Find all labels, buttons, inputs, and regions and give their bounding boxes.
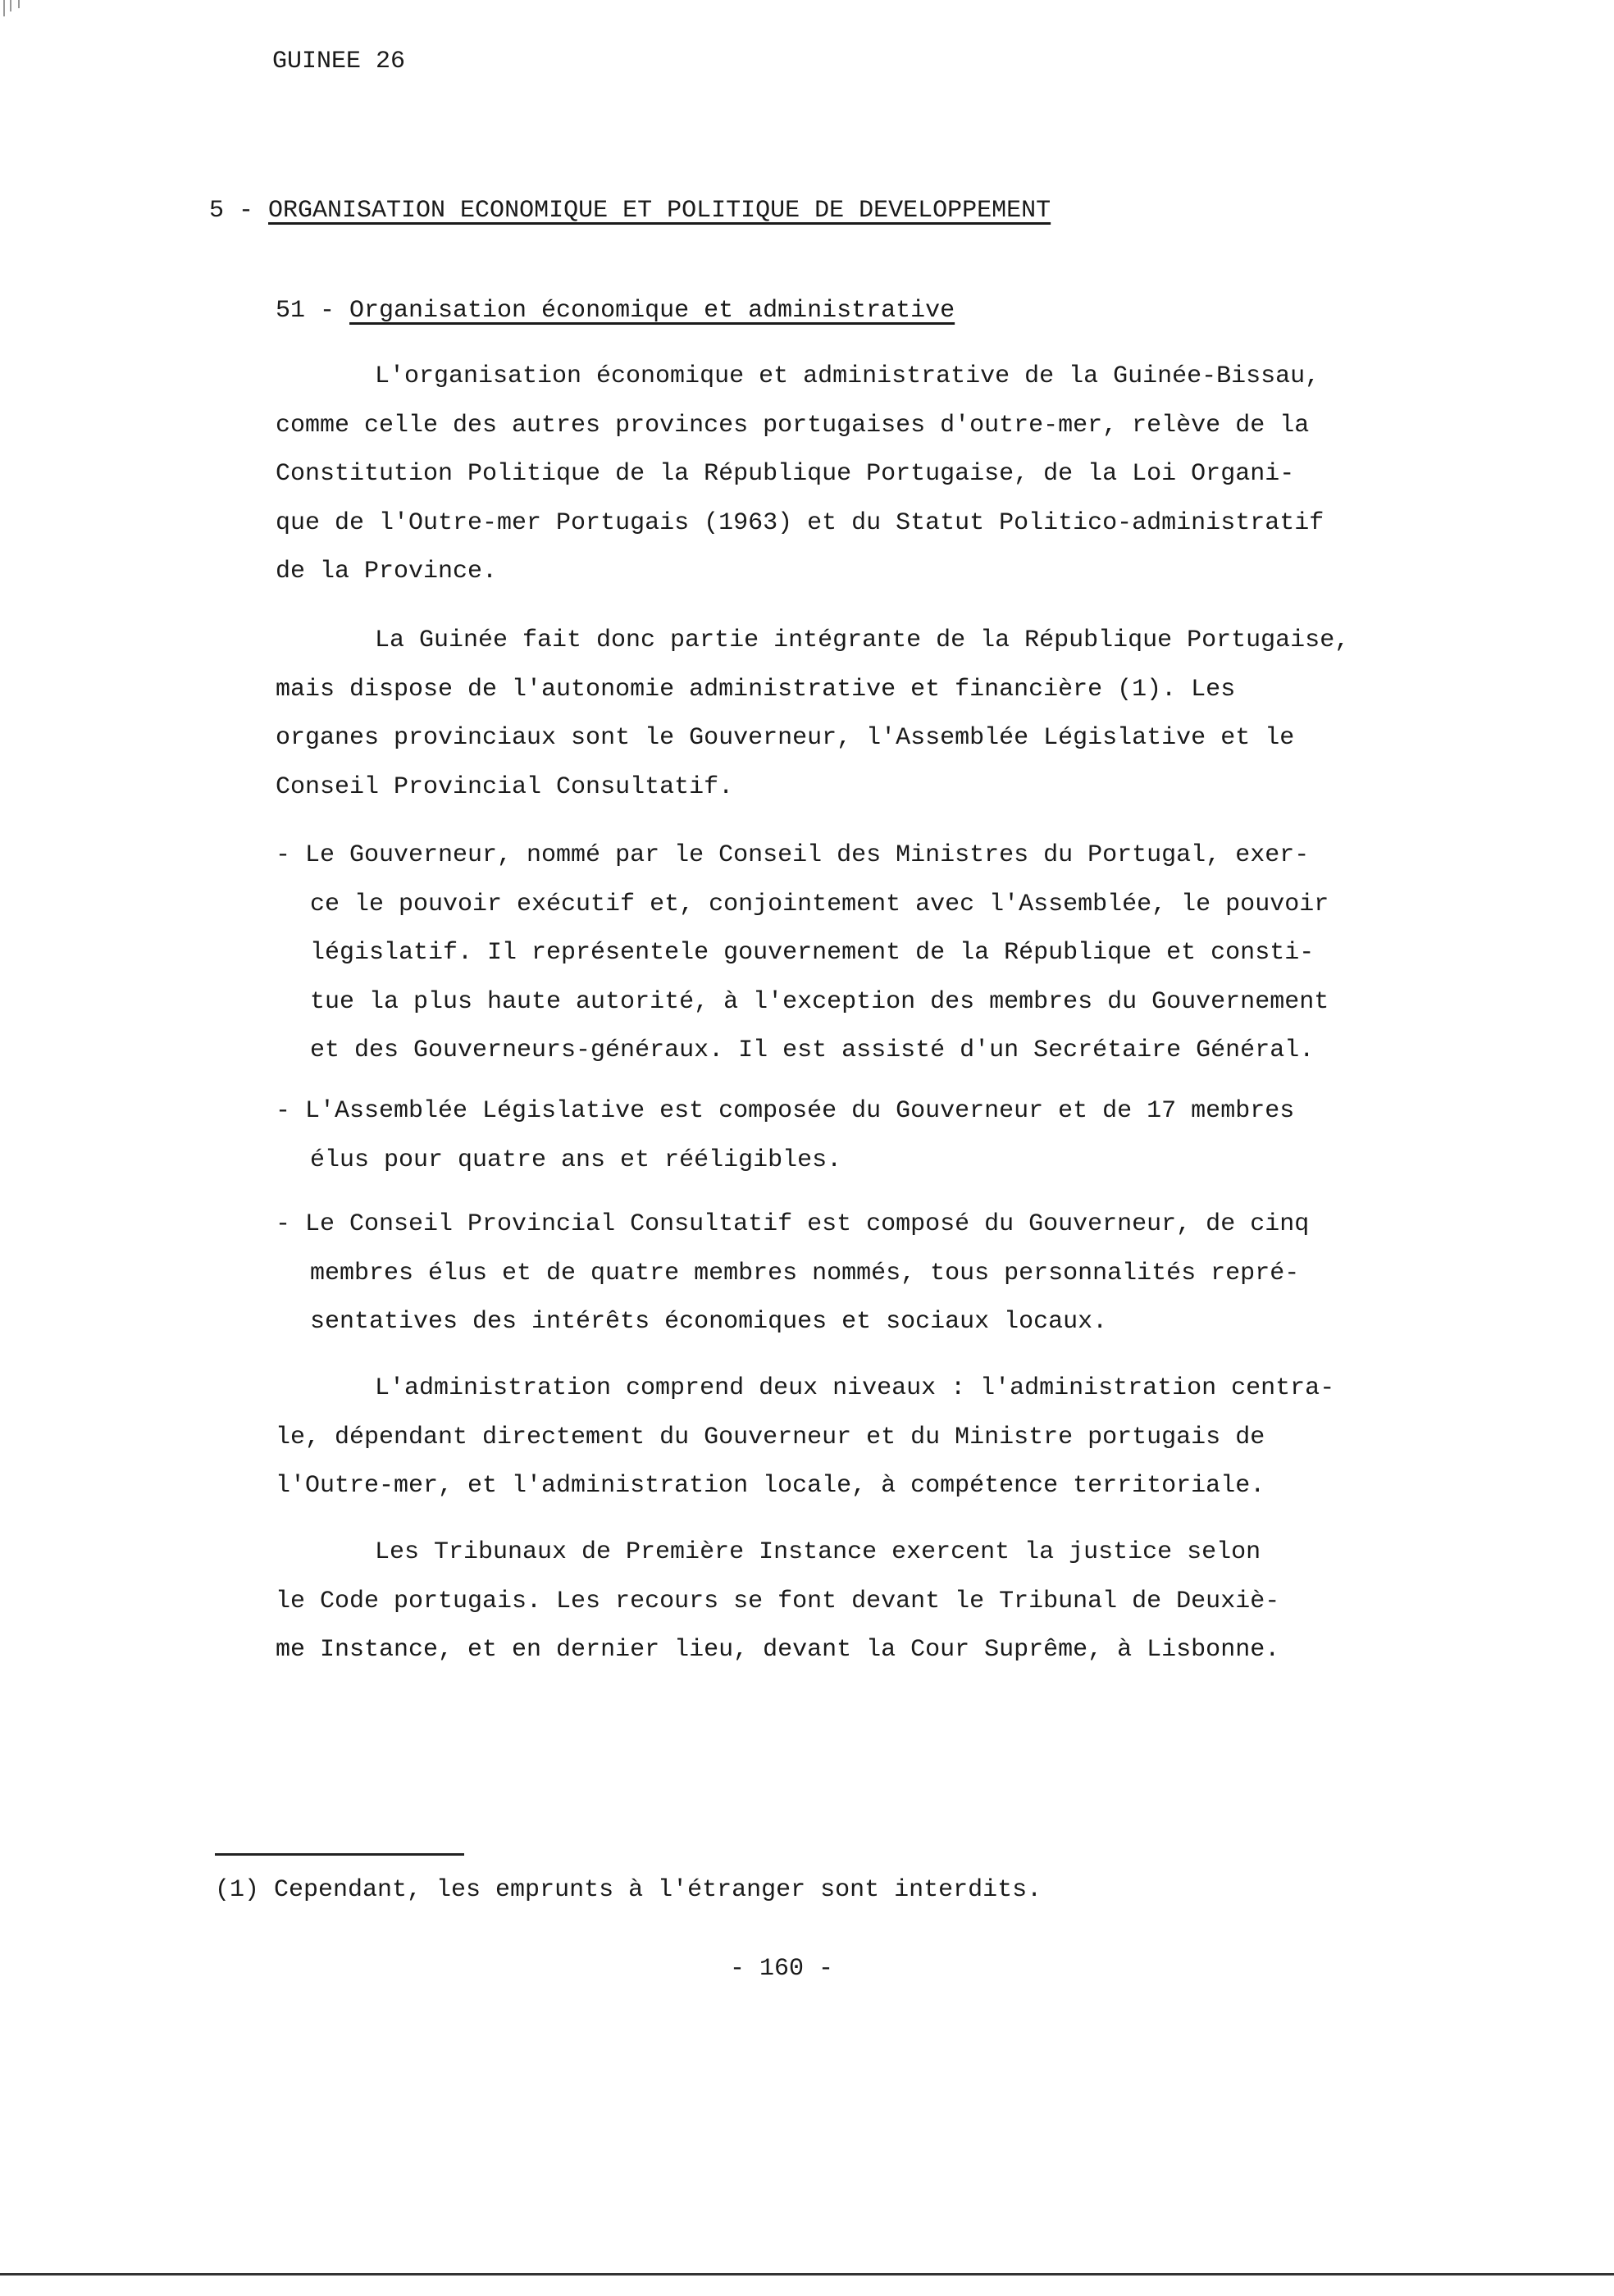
section-title: ORGANISATION ECONOMIQUE ET POLITIQUE DE DEVELOPPEMENT — [268, 197, 1051, 225]
text-line: le, dépendant directement du Gouverneur et du Ministre portugais de — [276, 1423, 1265, 1451]
subsection-number: 51 - — [276, 297, 350, 325]
paragraph-provincial-organs — [276, 617, 1473, 812]
text-line: Les Tribunaux de Première Instance exercent la justice selon — [375, 1538, 1261, 1566]
scan-mark — [10, 0, 11, 11]
bullet-gouverneur — [276, 831, 1473, 1076]
text-line: de la Province. — [276, 558, 498, 585]
scan-mark — [3, 0, 5, 16]
text-line: l'Outre-mer, et l'administration locale, à compétence territoriale. — [276, 1472, 1265, 1500]
scan-mark — [18, 0, 20, 8]
paragraph-administration — [276, 1364, 1473, 1511]
section-heading — [209, 197, 1051, 225]
text-line: membres élus et de quatre membres nommés, tous personnalités repré- — [310, 1259, 1300, 1287]
text-line: - Le Conseil Provincial Consultatif est composé du Gouverneur, de cinq — [276, 1210, 1310, 1238]
text-line: organes provinciaux sont le Gouverneur, l'Assemblée Législative et le — [276, 724, 1295, 752]
text-line: Conseil Provincial Consultatif. — [276, 772, 734, 801]
text-line: - L'Assemblée Législative est composée du Gouverneur et de 17 membres — [276, 1097, 1295, 1125]
bullet-assemblee — [276, 1087, 1473, 1185]
text-line: législatif. Il représentele gouvernement de la République et consti- — [310, 939, 1315, 967]
text-line: que de l'Outre-mer Portugais (1963) et du Statut Politico-administratif — [276, 508, 1324, 537]
page-number: - 160 - — [730, 1955, 834, 1983]
text-line: La Guinée fait donc partie intégrante de la République Portugaise, — [375, 626, 1350, 654]
footnote: (1) Cependant, les emprunts à l'étranger sont interdits. — [215, 1876, 1042, 1904]
text-line: L'administration comprend deux niveaux : l'administration centra- — [375, 1374, 1335, 1402]
text-line: L'organisation économique et administrative de la Guinée-Bissau, — [375, 362, 1320, 390]
paragraph-tribunaux — [276, 1528, 1473, 1675]
text-line: tue la plus haute autorité, à l'exception des membres du Gouvernement — [310, 987, 1329, 1016]
text-line: et des Gouverneurs-généraux. Il est assisté d'un Secrétaire Général. — [310, 1036, 1315, 1064]
text-line: ce le pouvoir exécutif et, conjointement avec l'Assemblée, le pouvoir — [310, 890, 1329, 918]
text-line: me Instance, et en dernier lieu, devant la Cour Suprême, à Lisbonne. — [276, 1636, 1280, 1664]
section-number: 5 - — [209, 197, 269, 225]
text-line: élus pour quatre ans et rééligibles. — [310, 1146, 842, 1174]
running-head: GUINEE 26 — [272, 48, 406, 75]
subsection-title: Organisation économique et administrative — [349, 297, 955, 325]
paragraph-legal-framework — [276, 353, 1473, 597]
bullet-conseil — [276, 1200, 1473, 1347]
footnote-separator — [215, 1853, 464, 1856]
text-line: le Code portugais. Les recours se font devant le Tribunal de Deuxiè- — [276, 1587, 1280, 1615]
text-line: - Le Gouverneur, nommé par le Conseil des Ministres du Portugal, exer- — [276, 841, 1310, 869]
subsection-heading — [276, 297, 955, 325]
text-line: Constitution Politique de la République Portugaise, de la Loi Organi- — [276, 460, 1295, 488]
text-line: mais dispose de l'autonomie administrative et financière (1). Les — [276, 675, 1236, 704]
text-line: comme celle des autres provinces portugaises d'outre-mer, relève de la — [276, 411, 1310, 440]
bottom-border-line — [0, 2273, 1614, 2276]
text-line: sentatives des intérêts économiques et sociaux locaux. — [310, 1308, 1108, 1336]
